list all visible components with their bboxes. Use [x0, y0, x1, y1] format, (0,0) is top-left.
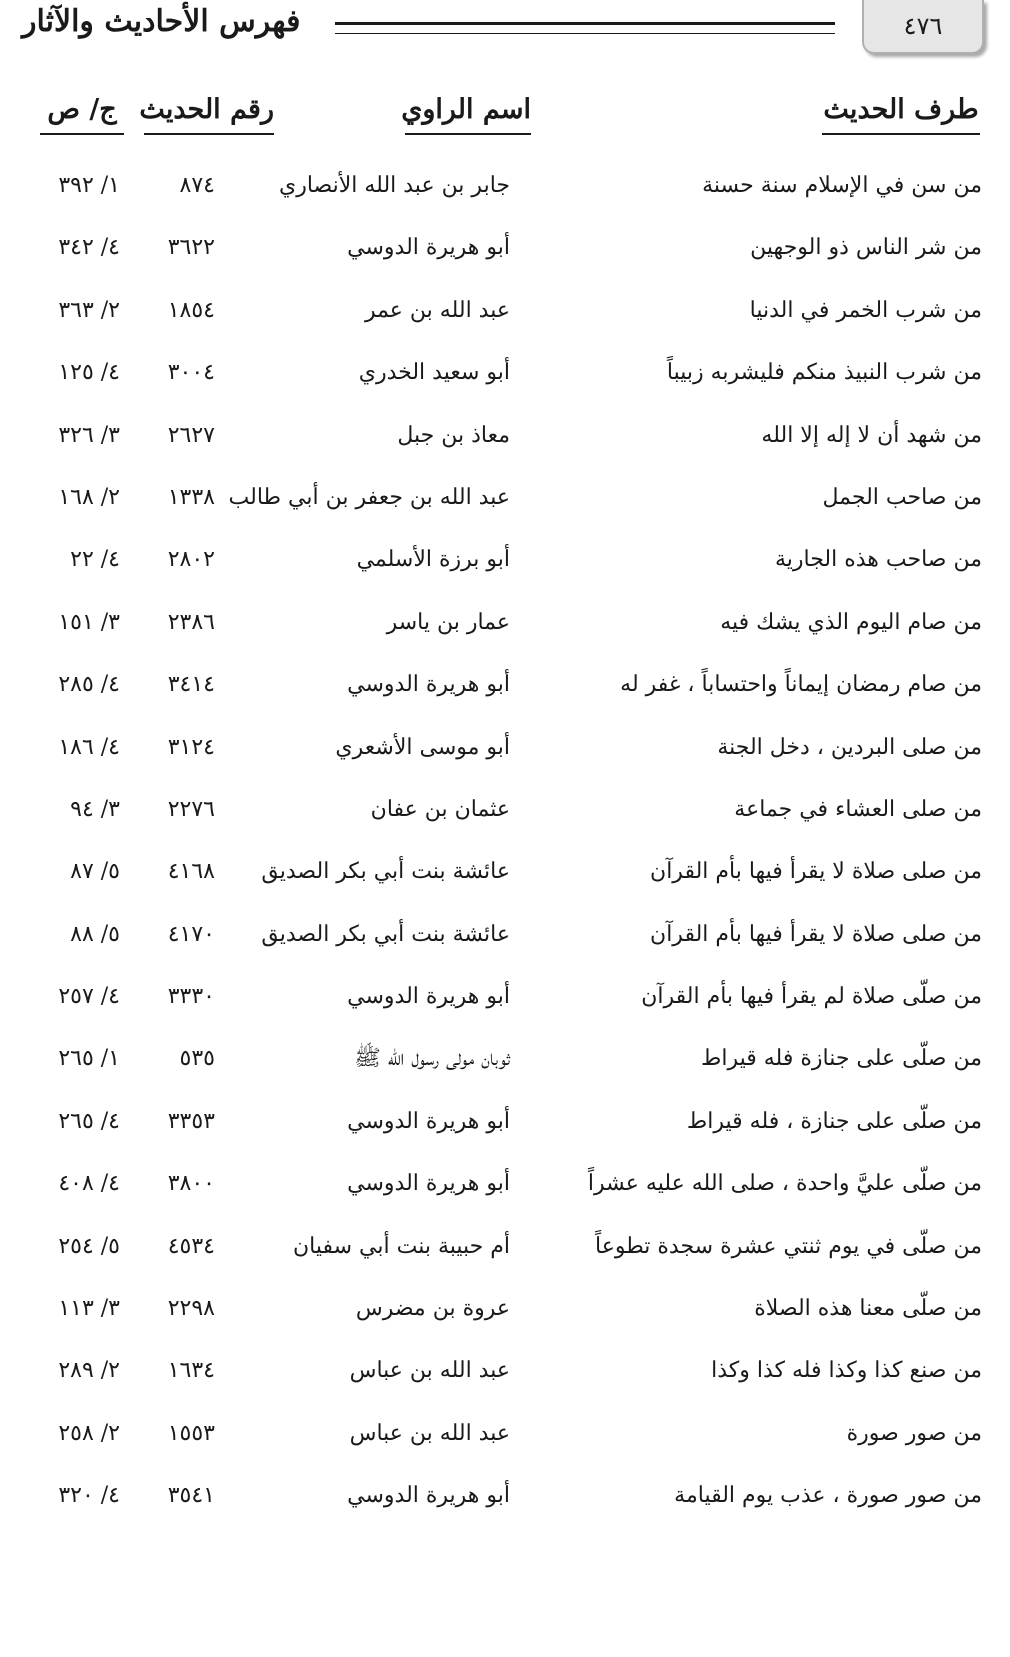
hadith-text: من صلّى على جنازة ، فله قيراط	[686, 1108, 982, 1134]
volume-page: ٤/ ٢٨٥	[58, 672, 120, 698]
page-number: ٤٧٦	[862, 0, 984, 54]
volume-page: ٤/ ٢٦٥	[58, 1108, 120, 1134]
volume-page: ٥/ ٨٨	[70, 921, 120, 947]
narrator-name: عروة بن مضرس	[355, 1296, 510, 1322]
narrator-name: جابر بن عبد الله الأنصاري	[278, 173, 510, 198]
narrator-name: عمار بن ياسر	[386, 609, 510, 635]
hadith-number: ٢٨٠٢	[167, 547, 215, 573]
header-rule	[335, 22, 835, 34]
hadith-number: ٢٦٢٧	[167, 422, 215, 448]
hadith-number: ٣٨٠٠	[167, 1171, 215, 1197]
table-row	[0, 655, 1010, 717]
volume-page: ٣/ ٣٢٦	[58, 422, 120, 448]
hadith-text: من صلّى معنا هذه الصلاة	[754, 1296, 982, 1322]
narrator-name: أبو هريرة الدوسي	[347, 235, 510, 261]
volume-page: ١/ ٢٦٥	[58, 1046, 120, 1072]
narrator-name: معاذ بن جبل	[397, 422, 510, 448]
table-row	[0, 1466, 1010, 1528]
volume-page: ٤/ ٤٠٨	[58, 1171, 120, 1197]
hadith-number: ٤٥٣٤	[167, 1233, 215, 1259]
narrator-name: عبد الله بن عباس	[349, 1420, 510, 1446]
hadith-text: من صاحب الجمل	[822, 484, 982, 510]
hadith-text: من سن في الإسلام سنة حسنة	[702, 173, 982, 198]
hadith-text: من صور صورة ، عذب يوم القيامة	[674, 1483, 982, 1509]
page-header	[0, 0, 1010, 80]
table-row	[0, 1404, 1010, 1466]
volume-page: ٤/ ٢٥٧	[58, 984, 120, 1010]
table-row	[0, 156, 1010, 218]
narrator-name: أبو هريرة الدوسي	[347, 984, 510, 1010]
table-row	[0, 468, 1010, 530]
volume-page: ٢/ ٣٦٣	[58, 297, 120, 323]
narrator-name: أم حبيبة بنت أبي سفيان	[292, 1233, 510, 1259]
table-row	[0, 281, 1010, 343]
volume-page: ٤/ ١٨٦	[58, 734, 120, 760]
hadith-number: ٣٣٣٠	[167, 984, 215, 1010]
volume-page: ٢/ ٢٨٩	[58, 1358, 120, 1384]
hadith-number: ١٦٣٤	[167, 1358, 215, 1384]
hadith-text: من صور صورة	[846, 1420, 982, 1446]
narrator-name: عبد الله بن عباس	[349, 1358, 510, 1384]
narrator-name: أبو موسى الأشعري	[335, 734, 510, 760]
running-title: فهرس الأحاديث والآثار	[22, 4, 301, 39]
hadith-text: من صام رمضان إيماناً واحتساباً ، غفر له	[620, 672, 982, 698]
narrator-name: أبو هريرة الدوسي	[347, 1171, 510, 1197]
volume-page: ١/ ٣٩٢	[58, 173, 120, 198]
table-row	[0, 406, 1010, 468]
hadith-text: من شر الناس ذو الوجهين	[750, 235, 982, 261]
hadith-number: ٣٦٢٢	[167, 235, 215, 261]
hadith-number: ٢٢٧٦	[167, 796, 215, 822]
hadith-text: من صلّى عليَّ واحدة ، صلى الله عليه عشراً	[587, 1171, 982, 1197]
volume-page: ٢/ ١٦٨	[58, 484, 120, 510]
volume-page: ٤/ ٢٢	[70, 547, 120, 573]
table-row	[0, 218, 1010, 280]
narrator-name: ثوبان مولى رسول الله ﷺ	[354, 1046, 510, 1072]
narrator-name: أبو هريرة الدوسي	[347, 1483, 510, 1509]
hadith-text: من صلى صلاة لا يقرأ فيها بأم القرآن	[650, 859, 982, 885]
narrator-name: أبو سعيد الخدري	[358, 360, 510, 386]
table-row	[0, 1092, 1010, 1154]
volume-page: ٣/ ٩٤	[70, 796, 120, 822]
volume-page: ٣/ ١١٣	[58, 1296, 120, 1322]
narrator-name: أبو هريرة الدوسي	[347, 672, 510, 698]
table-row	[0, 905, 1010, 967]
hadith-number: ٣٤١٤	[167, 672, 215, 698]
hadith-text: من صلّى على جنازة فله قيراط	[701, 1046, 982, 1072]
narrator-name: عثمان بن عفان	[370, 796, 510, 822]
hadith-text: من صنع كذا وكذا فله كذا وكذا	[711, 1358, 982, 1384]
volume-page: ٥/ ٢٥٤	[58, 1233, 120, 1259]
volume-page: ٢/ ٢٥٨	[58, 1420, 120, 1446]
hadith-number: ١٥٥٣	[167, 1420, 215, 1446]
table-row	[0, 780, 1010, 842]
narrator-name: عبد الله بن عمر	[364, 297, 510, 323]
hadith-text: من صلى العشاء في جماعة	[734, 796, 982, 822]
column-header-number: رقم الحديث	[144, 94, 274, 135]
table-row	[0, 343, 1010, 405]
table-row	[0, 593, 1010, 655]
hadith-number: ٣١٢٤	[167, 734, 215, 760]
column-header-hadith: طرف الحديث	[822, 94, 980, 135]
hadith-number: ٢٢٩٨	[167, 1296, 215, 1322]
column-header-volume-page: ج/ ص	[40, 94, 124, 135]
narrator-name: أبو برزة الأسلمي	[356, 547, 510, 573]
hadith-number: ١٨٥٤	[167, 297, 215, 323]
column-headers	[0, 94, 1010, 150]
table-row	[0, 1154, 1010, 1216]
hadith-text: من شرب الخمر في الدنيا	[749, 297, 982, 323]
hadith-text: من صلّى صلاة لم يقرأ فيها بأم القرآن	[641, 984, 982, 1010]
narrator-name: أبو هريرة الدوسي	[347, 1108, 510, 1134]
table-row	[0, 1217, 1010, 1279]
table-row	[0, 967, 1010, 1029]
hadith-number: ٤١٦٨	[167, 859, 215, 885]
volume-page: ٥/ ٨٧	[70, 859, 120, 885]
index-table	[0, 156, 1010, 1529]
narrator-name: عائشة بنت أبي بكر الصديق	[261, 921, 510, 947]
table-row	[0, 1029, 1010, 1091]
hadith-text: من صلى صلاة لا يقرأ فيها بأم القرآن	[650, 921, 982, 947]
volume-page: ٤/ ٣٤٢	[58, 235, 120, 261]
hadith-number: ١٣٣٨	[167, 484, 215, 510]
hadith-number: ٤١٧٠	[167, 921, 215, 947]
table-row	[0, 1341, 1010, 1403]
table-row	[0, 718, 1010, 780]
hadith-text: من شرب النبيذ منكم فليشربه زبيباً	[666, 360, 982, 386]
narrator-name: عائشة بنت أبي بكر الصديق	[261, 859, 510, 885]
hadith-number: ٣٣٥٣	[167, 1108, 215, 1134]
volume-page: ٤/ ١٢٥	[58, 360, 120, 386]
hadith-number: ٥٣٥	[179, 1046, 215, 1072]
volume-page: ٣/ ١٥١	[58, 609, 120, 635]
hadith-number: ٨٧٤	[179, 173, 215, 198]
hadith-number: ٢٣٨٦	[167, 609, 215, 635]
hadith-text: من صام اليوم الذي يشك فيه	[720, 609, 982, 635]
hadith-number: ٣٥٤١	[167, 1483, 215, 1509]
volume-page: ٤/ ٣٢٠	[58, 1483, 120, 1509]
table-row	[0, 530, 1010, 592]
hadith-text: من صاحب هذه الجارية	[774, 547, 982, 573]
column-header-narrator: اسم الراوي	[405, 94, 531, 135]
hadith-text: من صلّى في يوم ثنتي عشرة سجدة تطوعاً	[595, 1233, 982, 1259]
table-row	[0, 842, 1010, 904]
hadith-number: ٣٠٠٤	[167, 360, 215, 386]
table-row	[0, 1279, 1010, 1341]
hadith-text: من صلى البردين ، دخل الجنة	[717, 734, 982, 760]
hadith-text: من شهد أن لا إله إلا الله	[761, 422, 982, 448]
narrator-name: عبد الله بن جعفر بن أبي طالب	[228, 484, 510, 510]
